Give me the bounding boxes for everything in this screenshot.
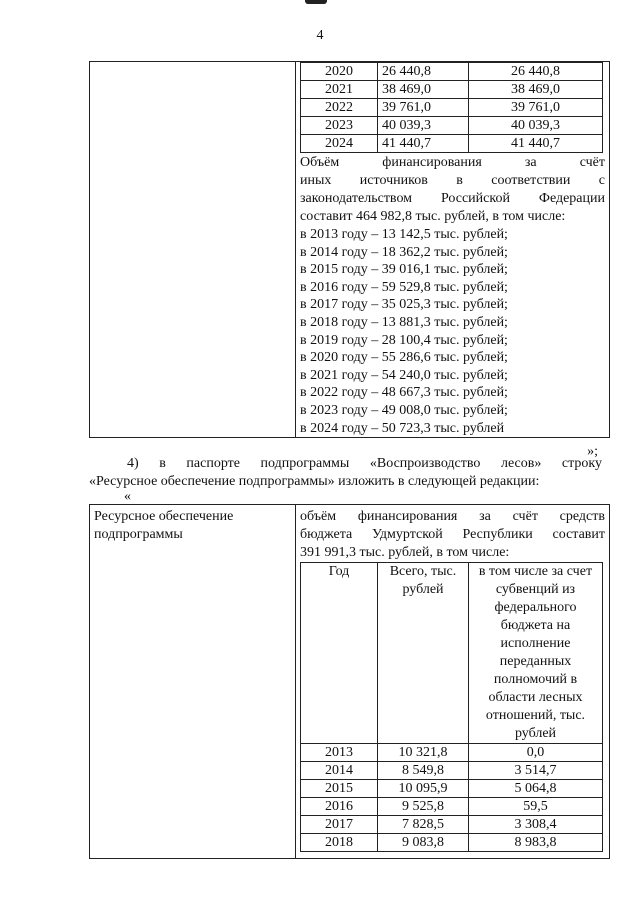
total-cell: 41 440,7: [378, 135, 469, 153]
total-cell: 7 828,5: [378, 816, 469, 834]
continuation-table: [89, 61, 610, 438]
header-subvention: в том числе за счет субвенций из федерального бюджета на исполнение переданных полномочий в области лесных отношений, тыс. рублей: [469, 563, 603, 744]
total-cell: 8 549,8: [378, 762, 469, 780]
year-cell: 2015: [301, 780, 378, 798]
subvention-cell: 40 039,3: [469, 117, 603, 135]
total-cell: 10 095,9: [378, 780, 469, 798]
yearly-amount-line: в 2021 году – 54 240,0 тыс. рублей;: [300, 367, 508, 383]
year-cell: 2014: [301, 762, 378, 780]
table-header-row: [301, 563, 603, 744]
paragraph-line: иных источников в соответствии с: [300, 173, 605, 188]
year-cell: 2013: [301, 744, 378, 762]
other-sources-paragraph: [300, 154, 605, 226]
resource-provision-table: [89, 504, 610, 859]
year-cell: 2023: [301, 117, 378, 135]
paragraph-line: законодательством Российской Федерации: [300, 191, 605, 206]
continuation-right-cell: [296, 62, 609, 437]
year-cell: 2016: [301, 798, 378, 816]
total-cell: 38 469,0: [378, 81, 469, 99]
budget-funding-table: [300, 562, 603, 852]
year-cell: 2017: [301, 816, 378, 834]
year-cell: 2022: [301, 99, 378, 117]
closing-quote-mark: »;: [587, 444, 598, 459]
table-row: [301, 744, 603, 762]
table-row: [301, 834, 603, 852]
yearly-amount-line: в 2019 году – 28 100,4 тыс. рублей;: [300, 332, 508, 348]
instruction-line-1: 4) в паспорте подпрограммы «Воспроизводство лесов» строку: [127, 456, 602, 471]
total-cell: 39 761,0: [378, 99, 469, 117]
intro-line: бюджета Удмуртской Республики составит: [300, 527, 605, 542]
table-row: [301, 135, 603, 153]
subvention-cell: 3 308,4: [469, 816, 603, 834]
yearly-amount-line: в 2022 году – 48 667,3 тыс. рублей;: [300, 385, 508, 401]
subvention-cell: 0,0: [469, 744, 603, 762]
yearly-amount-line: в 2023 году – 49 008,0 тыс. рублей;: [300, 402, 508, 418]
yearly-amount-line: в 2017 году – 35 025,3 тыс. рублей;: [300, 297, 508, 313]
subvention-cell: 39 761,0: [469, 99, 603, 117]
year-cell: 2024: [301, 135, 378, 153]
yearly-amount-line: в 2016 году – 59 529,8 тыс. рублей;: [300, 279, 508, 295]
subvention-cell: 8 983,8: [469, 834, 603, 852]
table-row: [301, 81, 603, 99]
resource-provision-content: [296, 505, 609, 858]
yearly-amount-line: в 2015 году – 39 016,1 тыс. рублей;: [300, 262, 508, 278]
subvention-cell: 38 469,0: [469, 81, 603, 99]
subvention-cell: 41 440,7: [469, 135, 603, 153]
intro-line: 391 991,3 тыс. рублей, в том числе:: [300, 545, 510, 560]
table-row: [301, 798, 603, 816]
page-number: 4: [316, 28, 324, 43]
page-top-mark: [305, 0, 327, 4]
year-cell: 2021: [301, 81, 378, 99]
paragraph-line: Объём финансирования за счёт: [300, 155, 605, 170]
amendment-instruction: [89, 455, 602, 491]
yearly-amount-line: в 2018 году – 13 881,3 тыс. рублей;: [300, 314, 508, 330]
total-cell: 9 083,8: [378, 834, 469, 852]
paragraph-line: составит 464 982,8 тыс. рублей, в том числе:: [300, 209, 566, 224]
header-total: Всего, тыс. рублей: [378, 563, 469, 744]
year-cell: 2018: [301, 834, 378, 852]
table-row: [301, 63, 603, 81]
total-cell: 40 039,3: [378, 117, 469, 135]
yearly-amounts-list: [300, 226, 605, 437]
subvention-cell: 5 064,8: [469, 780, 603, 798]
table-row: [301, 780, 603, 798]
instruction-line-2: «Ресурсное обеспечение подпрограммы» изложить в следующей редакции:: [89, 474, 540, 489]
header-year: Год: [301, 563, 378, 744]
budget-intro-paragraph: [300, 508, 605, 562]
subvention-cell: 59,5: [469, 798, 603, 816]
table-row: [301, 117, 603, 135]
table-row: [301, 762, 603, 780]
year-cell: 2020: [301, 63, 378, 81]
yearly-amount-line: в 2014 году – 18 362,2 тыс. рублей;: [300, 244, 508, 260]
subvention-cell: 3 514,7: [469, 762, 603, 780]
table-row: [301, 816, 603, 834]
funding-table-continued: [300, 62, 603, 153]
total-cell: 9 525,8: [378, 798, 469, 816]
total-cell: 26 440,8: [378, 63, 469, 81]
yearly-amount-line: в 2013 году – 13 142,5 тыс. рублей;: [300, 227, 508, 242]
resource-provision-label: Ресурсное обеспечение подпрограммы: [90, 505, 296, 858]
intro-line: объём финансирования за счёт средств: [300, 509, 605, 524]
total-cell: 10 321,8: [378, 744, 469, 762]
opening-quote-mark: «: [124, 489, 131, 504]
table-row: [301, 99, 603, 117]
yearly-amount-line: в 2020 году – 55 286,6 тыс. рублей;: [300, 350, 508, 366]
yearly-amount-line: в 2024 году – 50 723,3 тыс. рублей: [300, 420, 505, 436]
subvention-cell: 26 440,8: [469, 63, 603, 81]
continuation-left-cell: [90, 62, 296, 437]
